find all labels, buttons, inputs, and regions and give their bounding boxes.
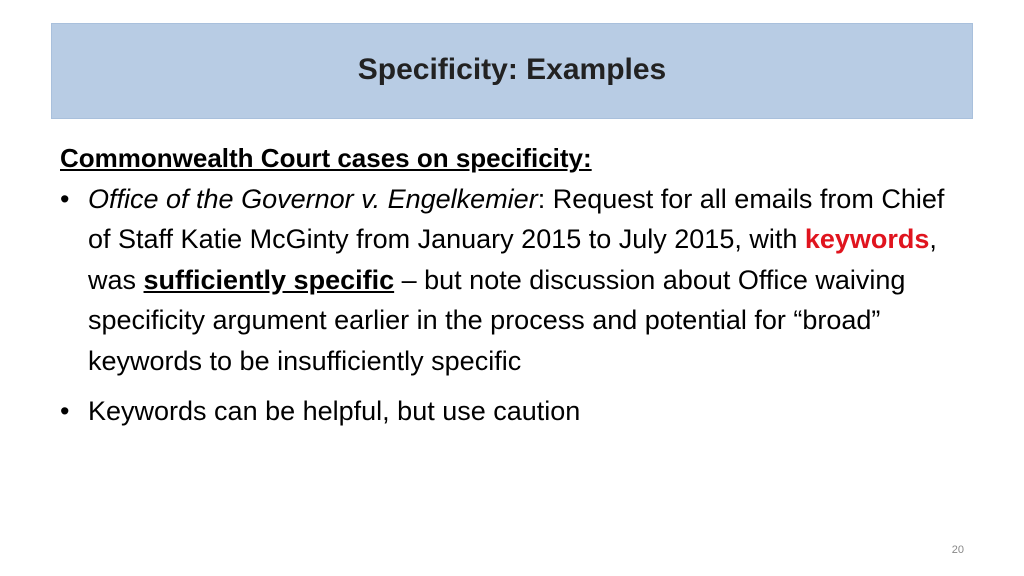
title-band <box>51 23 973 119</box>
case-name: Office of the Governor v. Engelkemier <box>88 183 538 214</box>
bullet-marker: • <box>60 396 70 426</box>
page-number: 20 <box>951 544 964 556</box>
slide-content <box>60 138 960 432</box>
slide-title: Specificity: Examples <box>357 53 667 86</box>
bullet-item <box>60 391 960 432</box>
bullet-text: – but note discussion about Office waiving specificity argument earlier in the process and potential for “broad” keywords to be insufficiently specific <box>88 264 906 376</box>
bullet-text: Keywords can be helpful, but use caution <box>88 396 581 426</box>
bullet-marker: • <box>60 183 70 214</box>
bullet-text: : Request for all emails from Chief of Staff Katie McGinty from January 2015 to July 2015, with <box>88 183 945 254</box>
section-heading: Commonwealth Court cases on specificity: <box>60 143 592 173</box>
bullet-text: , was <box>88 224 937 295</box>
sufficiently-specific-emphasis: sufficiently specific <box>143 264 395 295</box>
bullet-item <box>60 179 960 382</box>
keywords-highlight: keywords <box>804 224 930 254</box>
